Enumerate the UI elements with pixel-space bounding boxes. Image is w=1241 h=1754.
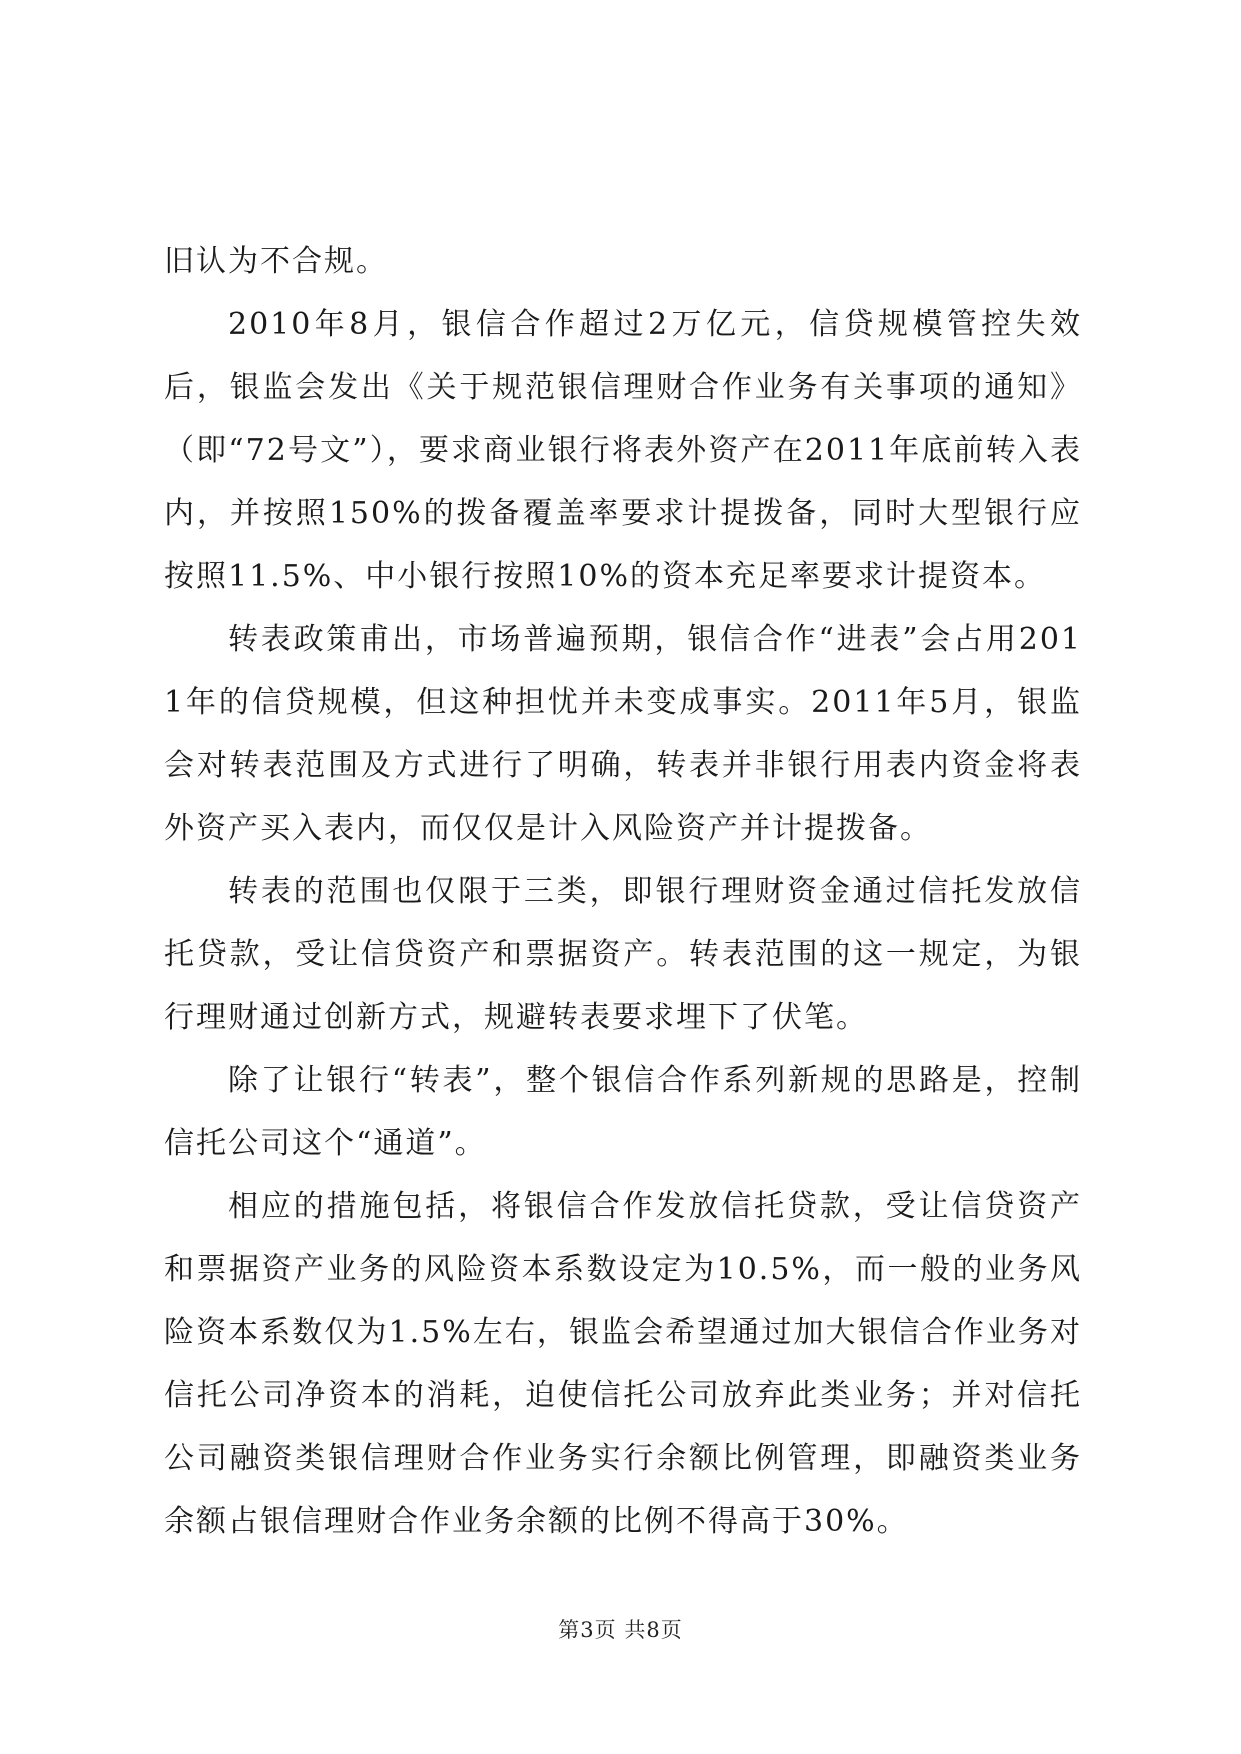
paragraph: 转表政策甫出，市场普遍预期，银信合作“进表”会占用2011年的信贷规模，但这种担忧并未变成事实。2011年5月，银监会对转表范围及方式进行了明确，转表并非银行用表内资金将表外资产买入表内，而仅仅是计入风险资产并计提拨备。: [164, 622, 1082, 846]
paragraph: 2010年8月，银信合作超过2万亿元，信贷规模管控失效后，银监会发出《关于规范银信理财合作业务有关事项的通知》（即“72号文”），要求商业银行将表外资产在2011年底前转入表内，并按照150%的拨备覆盖率要求计提拨备，同时大型银行应按照11.5%、中小银行按照10%的资本充足率要求计提资本。: [164, 307, 1082, 594]
paragraph-continuation: 旧认为不合规。: [164, 244, 388, 279]
paragraph: 相应的措施包括，将银信合作发放信托贷款，受让信贷资产和票据资产业务的风险资本系数设定为10.5%，而一般的业务风险资本系数仅为1.5%左右，银监会希望通过加大银信合作业务对信托公司净资本的消耗，迫使信托公司放弃此类业务；并对信托公司融资类银信理财合作业务实行余额比例管理，即融资类业务余额占银信理财合作业务余额的比例不得高于30%。: [164, 1189, 1082, 1539]
page-number-footer: 第3页 共8页: [558, 1618, 683, 1642]
paragraph: 除了让银行“转表”，整个银信合作系列新规的思路是，控制信托公司这个“通道”。: [164, 1063, 1082, 1161]
document-body: [164, 230, 1082, 1553]
paragraph: 转表的范围也仅限于三类，即银行理财资金通过信托发放信托贷款，受让信贷资产和票据资产。转表范围的这一规定，为银行理财通过创新方式，规避转表要求埋下了伏笔。: [164, 874, 1082, 1035]
